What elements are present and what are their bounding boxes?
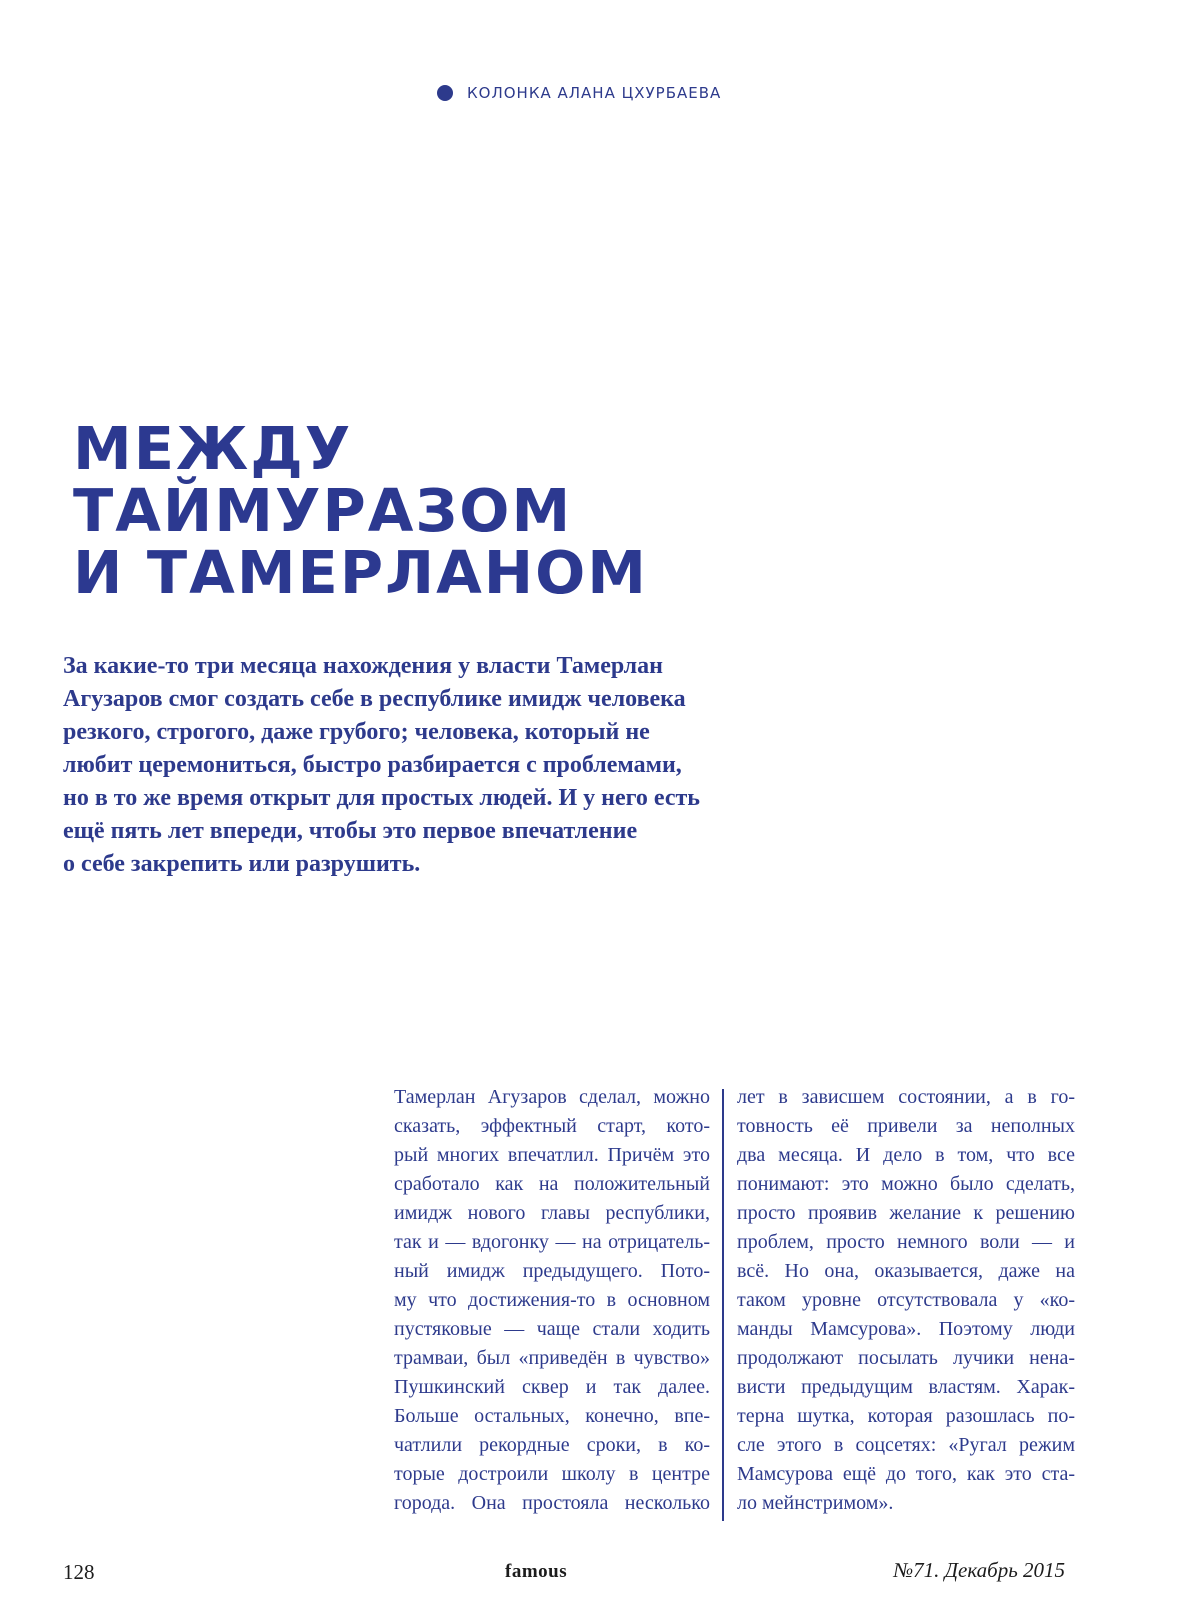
text-line: ТАЙМУРАЗОМ xyxy=(73,476,573,545)
article-lede xyxy=(63,650,753,881)
text-line: продолжают посылать лучики нена- xyxy=(737,1347,1075,1369)
text-line: таком уровне отсутствовала у «ко- xyxy=(737,1289,1075,1311)
text-line: чатлили рекордные сроки, в ко- xyxy=(394,1434,710,1456)
text-line: понимают: это можно было сделать, xyxy=(737,1173,1075,1195)
text-line: два месяца. И дело в том, что все xyxy=(737,1144,1075,1166)
text-line: сработало как на положительный xyxy=(394,1173,710,1195)
text-line: так и — вдогонку — на отрицатель- xyxy=(394,1231,710,1253)
text-line: рый многих впечатлил. Причём это xyxy=(394,1144,710,1166)
text-line: сле этого в соцсетях: «Ругал режим xyxy=(737,1434,1075,1456)
text-line: города. Она простояла несколько xyxy=(394,1492,710,1514)
text-line: Мамсурова ещё до того, как это ста- xyxy=(737,1463,1075,1485)
bullet-dot-icon xyxy=(437,85,453,101)
text-line: торые достроили школу в центре xyxy=(394,1463,710,1485)
footer-page-number: 128 xyxy=(63,1560,95,1584)
text-line: МЕЖДУ xyxy=(73,414,353,483)
text-line: лет в зависшем состоянии, а в го- xyxy=(737,1086,1075,1108)
text-line: манды Мамсурова». Поэтому люди xyxy=(737,1318,1075,1340)
text-line: пустяковые — чаще стали ходить xyxy=(394,1318,710,1340)
text-line: висти предыдущим властям. Харак- xyxy=(737,1376,1075,1398)
body-column-right xyxy=(737,1083,1075,1518)
column-kicker xyxy=(437,84,721,102)
kicker-label: КОЛОНКА АЛАНА ЦХУРБАЕВА xyxy=(467,84,722,102)
footer-issue-date: №71. Декабрь 2015 xyxy=(893,1558,1065,1582)
text-line: но в то же время открыт для простых людей. И у него есть xyxy=(63,785,700,811)
text-line: проблем, просто немного воли — и xyxy=(737,1231,1075,1253)
text-line: Агузаров смог создать себе в республике имидж человека xyxy=(63,686,686,712)
text-line: товность её привели за неполных xyxy=(737,1115,1075,1137)
text-line: ный имидж предыдущего. Пото- xyxy=(394,1260,710,1282)
text-line: трамваи, был «приведён в чувство» xyxy=(394,1347,710,1369)
text-line: Тамерлан Агузаров сделал, можно xyxy=(394,1086,710,1108)
column-divider xyxy=(722,1089,724,1521)
footer-magazine-name: famous xyxy=(505,1561,568,1582)
text-line: любит церемониться, быстро разбирается с проблемами, xyxy=(63,752,682,778)
text-line: му что достижения-то в основном xyxy=(394,1289,710,1311)
text-line: о себе закрепить или разрушить. xyxy=(63,851,421,877)
text-line: имидж нового главы республики, xyxy=(394,1202,710,1224)
text-line: сказать, эффектный старт, кото- xyxy=(394,1115,710,1137)
text-line: И ТАМЕРЛАНОМ xyxy=(73,538,648,607)
text-line: ещё пять лет впереди, чтобы это первое впечатление xyxy=(63,818,638,844)
text-line: всё. Но она, оказывается, даже на xyxy=(737,1260,1075,1282)
text-line: терна шутка, которая разошлась по- xyxy=(737,1405,1075,1427)
text-line: Пушкинский сквер и так далее. xyxy=(394,1376,710,1398)
body-column-left xyxy=(394,1083,710,1518)
text-line: ло мейнстримом». xyxy=(737,1492,894,1514)
text-line: просто проявив желание к решению xyxy=(737,1202,1075,1224)
text-line: резкого, строгого, даже грубого; человека, который не xyxy=(63,719,650,745)
article-title xyxy=(73,414,648,607)
text-line: Больше остальных, конечно, впе- xyxy=(394,1405,710,1427)
text-line: За какие-то три месяца нахождения у власти Тамерлан xyxy=(63,653,663,679)
